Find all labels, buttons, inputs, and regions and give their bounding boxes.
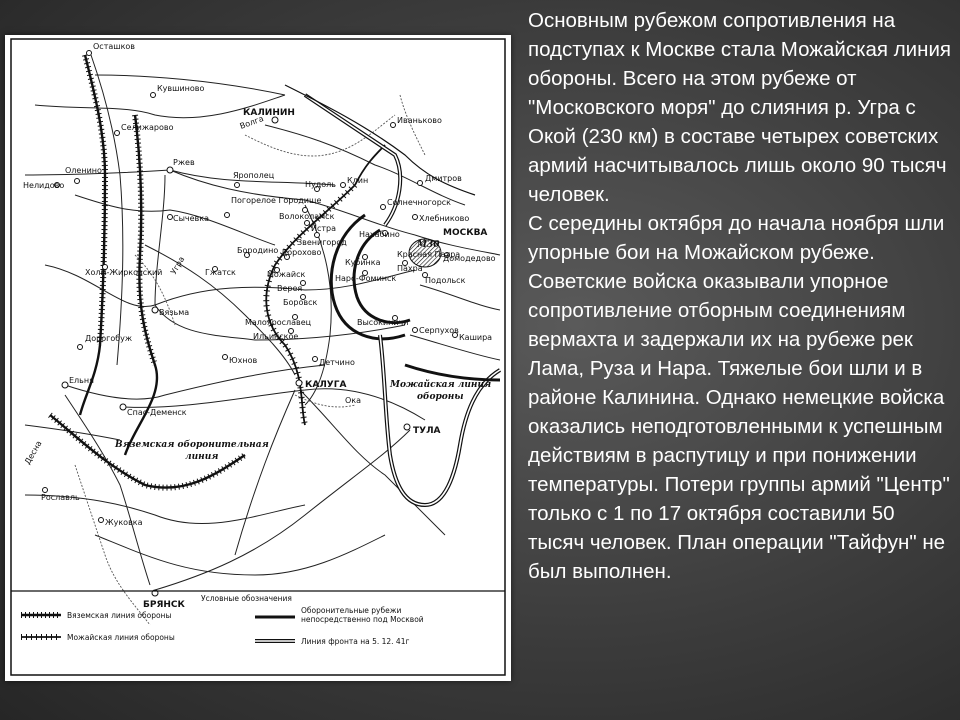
city-labels [23,42,496,610]
label-vyazma-line-1: Вяземская оборонительная [115,440,269,450]
city-domodedovo: Домодедово [443,254,496,263]
city-bryansk: БРЯНСК [143,600,185,610]
city-vyazma: Вязьма [159,308,190,317]
city-dorogobuzh: Дорогобуж [85,334,133,343]
river-desna: Десна [22,439,44,466]
city-yukhnov: Юхнов [229,356,258,365]
city-kashira: Кашира [459,333,493,342]
city-olenino: Оленино [65,166,102,175]
city-selizharovo: Селижарово [121,123,174,132]
city-borovsk: Боровск [283,298,318,307]
city-krasnaya-pakhra: Красная Пахра [397,250,461,259]
city-borodino: Бородино [237,246,279,255]
label-mozhaysk-line-1: Можайская линия [390,380,492,390]
city-detchino: Детчино [319,358,355,367]
city-maloyaroslavets: Малоярославец [245,318,312,327]
city-dorokhovo: Дорохово [281,248,322,257]
city-zvenigorod: Звенигород [297,238,347,247]
city-gzhatsk: Гжатск [205,268,236,277]
city-serpukhov: Серпухов [419,326,459,335]
legend-mozhaysk: Можайская линия обороны [67,633,175,642]
city-kuvshinovo: Кувшиново [157,84,205,93]
city-sychevka: Сычевка [173,214,209,223]
city-mozhaysk: Можайск [267,270,306,279]
city-pakhra: Пахра [397,264,423,273]
city-vysokinichi: Высокиничи [357,318,409,327]
city-roslavl: Рославль [41,493,80,502]
legend-title: Условные обозначения [201,594,292,603]
historical-map [5,35,511,681]
city-nakhabino: Нахабино [359,230,400,239]
river-ugra: Угра [168,254,187,276]
river-volga: Волга [238,114,265,131]
map-frame [11,39,505,675]
legend-moscow-lines-2: непосредственно под Москвой [301,615,424,624]
city-zhukovka: Жуковка [105,518,143,527]
label-vyazma-line-2: линия [185,452,219,462]
city-volokolamsk: Волоколамск [279,212,335,221]
city-kaluga: КАЛУГА [305,380,347,390]
city-klin: Клин [347,176,369,185]
paragraph-battles: С середины октября до начала ноября шли упорные бои на Можайском рубеже. Советские войска оказывали упорное сопротивление отборным соединениям вермахта и задержали их на рубеже рек Лама, Руза и Нара. Тяжелые бои шли и в районе Калинина. Однако немецкие войска оказались неподготовленными к успешным действиям в распутицу и при понижении температуры. Потери группы армий "Центр" только с 1 по 17 октября составили 50 тысяч человек. План операции "Тайфун" не был выполнен. [528,212,950,583]
city-kholm-zhirkovsky: Холм-Жирковский [85,268,163,277]
city-ostashkov: Осташков [93,42,136,51]
city-vereya: Верея [277,284,303,293]
city-kalinin: КАЛИНИН [243,108,295,118]
label-mozhaysk-line-2: обороны [417,392,464,402]
legend-front: Линия фронта на 5. 12. 41г [301,637,410,646]
city-istra: Истра [311,224,337,233]
map-svg [5,35,511,681]
city-ivankovo: Иваньково [397,116,442,125]
legend-vyazma: Вяземская линия обороны [67,611,172,620]
city-kubinka: Кубинка [345,258,381,267]
city-podolsk: Подольск [425,276,466,285]
city-nudol: Нудоль [305,180,337,189]
city-pogoreloe: Погорелое Городище [231,196,322,205]
city-solnechnogorsk: Солнечногорск [387,198,452,207]
city-tula: ТУЛА [413,426,441,436]
city-yaropolec: Ярополец [233,171,275,180]
city-naro-fominsk: Наро-Фоминск [335,274,397,283]
city-ilinskoe: Ильинское [253,332,299,341]
city-khlebnikovo: Хлебниково [419,214,470,223]
city-moskva: МОСКВА [443,228,488,238]
city-dmitrov: Дмитров [425,174,462,183]
city-nelidovo: Нелидово [23,181,65,190]
label-m130: М30 [417,240,440,250]
paragraph-mozhaysk-line: Основным рубежом сопротивления на подступах к Москве стала Можайская линия обороны. Всего на этом рубеже от "Московского моря" до слияния р. Угра с Окой (230 км) в составе четырех советских армий насчитывалось лишь около 90 тысяч человек. [528,9,951,206]
city-rzhev: Ржев [173,158,195,167]
map-legend [11,591,505,646]
city-spas-demensk: Спас-Деменск [127,408,187,417]
city-yelnya: Ельня [69,376,94,385]
description-text [528,6,952,706]
legend-moscow-lines: Оборонительные рубежи [301,606,402,615]
river-oka: Ока [345,396,362,405]
